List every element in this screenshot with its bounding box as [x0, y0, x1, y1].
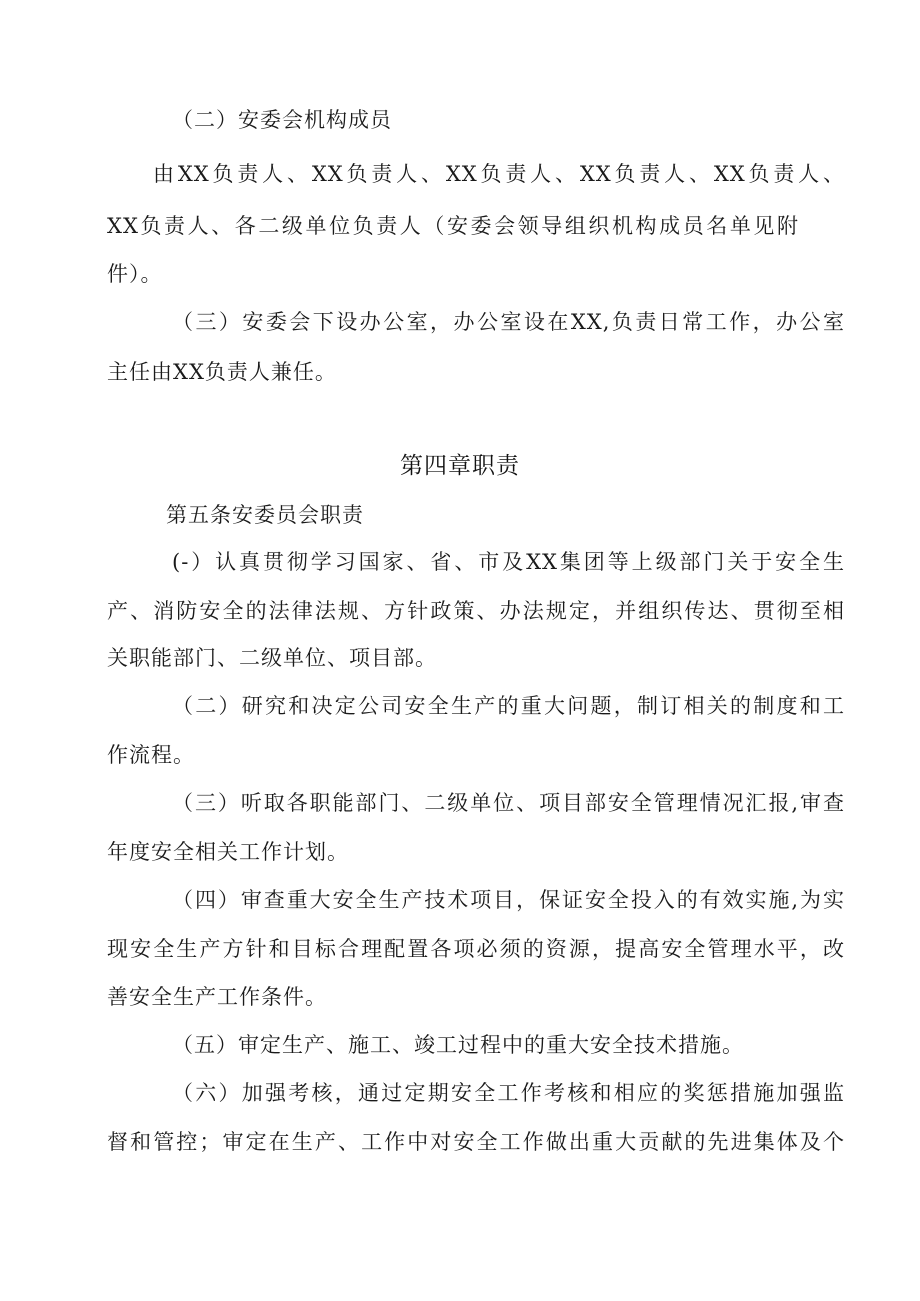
office-line-2: 主任由XX负责人兼任。: [107, 360, 337, 384]
duty-2-line-2: 作流程。: [107, 743, 195, 767]
duty-4-line-1: （四）审查重大安全生产技术项目，保证安全投入的有效实施,为实: [172, 888, 845, 912]
duty-1-line-1: (-）认真贯彻学习国家、省、市及XX集团等上级部门关于安全生: [172, 550, 845, 574]
duty-1-line-2: 产、消防安全的法律法规、方针政策、办法规定，并组织传达、贯彻至相: [107, 599, 845, 623]
duty-6-line-1: （六）加强考核，通过定期安全工作考核和相应的奖惩措施加强监: [172, 1081, 845, 1105]
chapter-title: 第四章职责: [400, 453, 520, 479]
member-body-line-2: XX负责人、各二级单位负责人（安委会领导组织机构成员名单见附: [107, 214, 799, 238]
section-member-title: （二）安委会机构成员: [172, 108, 392, 132]
duty-2-line-1: （二）研究和决定公司安全生产的重大问题，制订相关的制度和工: [172, 694, 845, 718]
member-body-line-3: 件）。: [107, 262, 163, 286]
duty-3-line-2: 年度安全相关工作计划。: [107, 840, 349, 864]
duty-5-line-1: （五）审定生产、施工、竣工过程中的重大安全技术措施。: [172, 1033, 744, 1057]
office-line-1: （三）安委会下设办公室，办公室设在XX,负责日常工作，办公室: [172, 310, 845, 334]
member-body-line-1: 由XX负责人、XX负责人、XX负责人、XX负责人、XX负责人、: [153, 162, 845, 186]
duty-4-line-2: 现安全生产方针和目标合理配置各项必须的资源，提高安全管理水平，改: [107, 937, 845, 961]
duty-1-line-3: 关职能部门、二级单位、项目部。: [107, 646, 437, 670]
duty-6-line-2: 督和管控；审定在生产、工作中对安全工作做出重大贡献的先进集体及个: [107, 1130, 845, 1154]
duty-4-line-3: 善安全生产工作条件。: [107, 985, 327, 1009]
article-title: 第五条安委员会职责: [166, 503, 364, 527]
duty-3-line-1: （三）听取各职能部门、二级单位、项目部安全管理情况汇报,审查: [172, 791, 845, 815]
